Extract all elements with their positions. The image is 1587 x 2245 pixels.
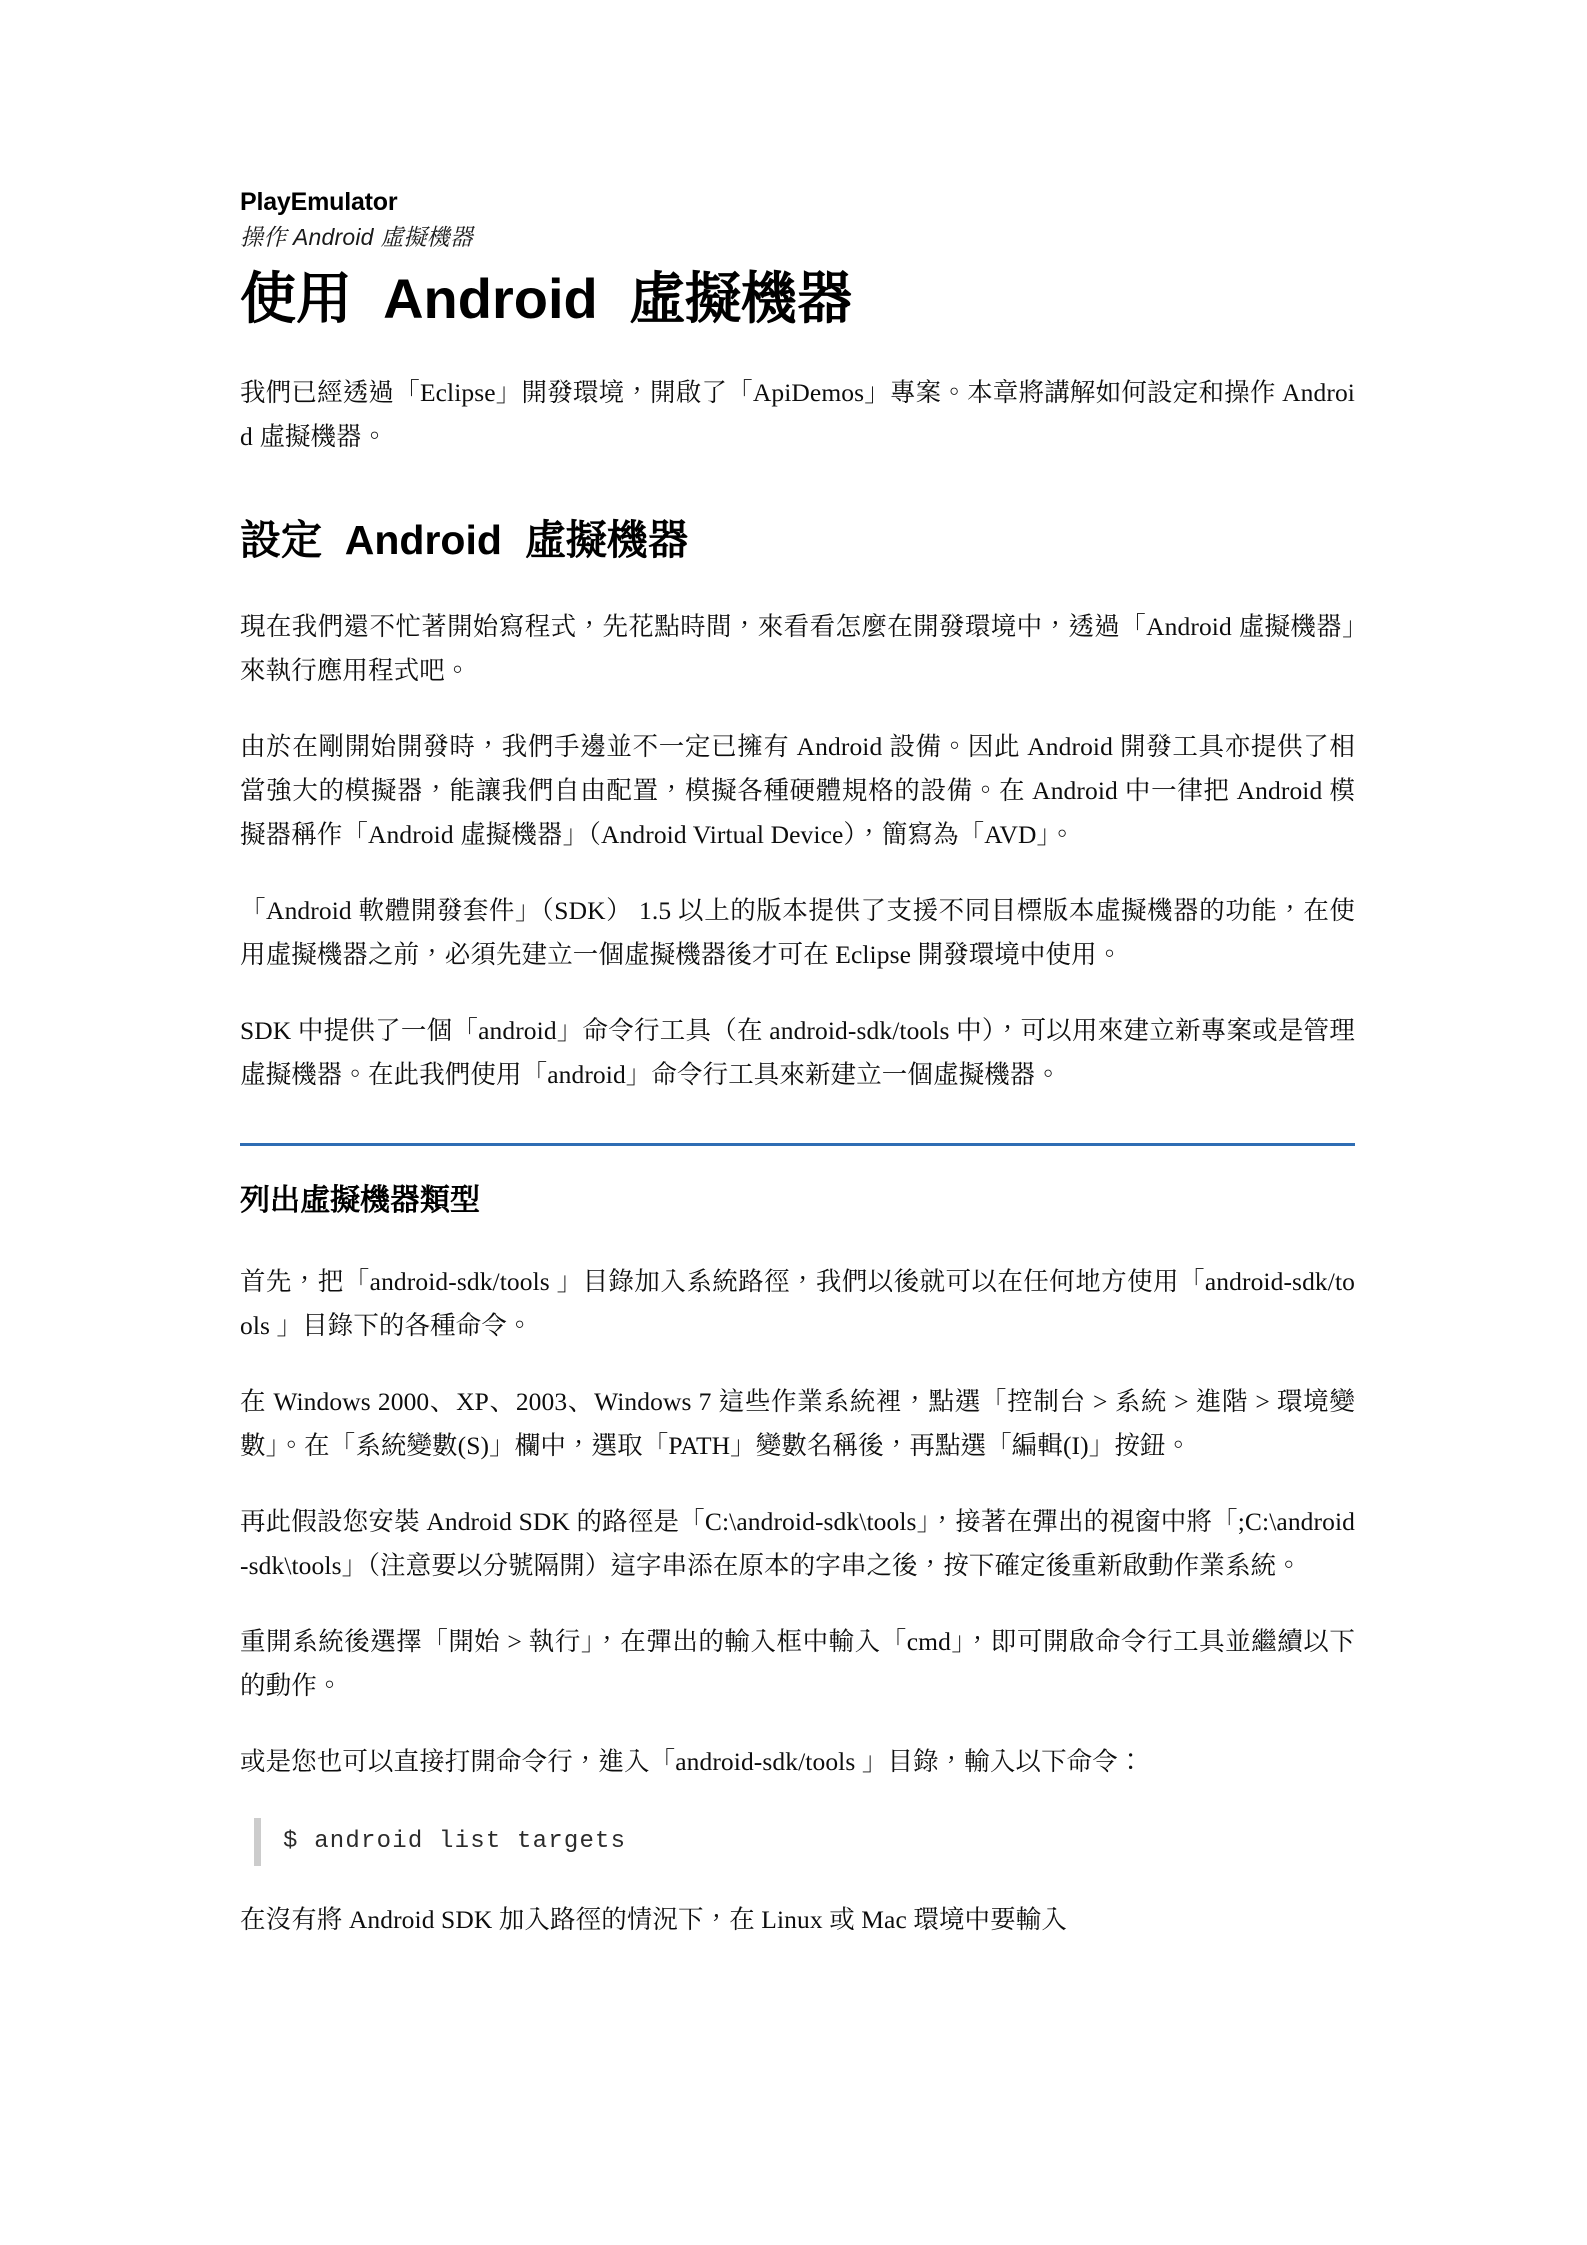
- intro-paragraph: 我們已經透過「Eclipse」開發環境，開啟了「ApiDemos」專案。本章將講解如何設定和操作 Android 虛擬機器。: [240, 378, 1355, 451]
- code-block-text: $ android list targets: [283, 1828, 627, 1855]
- section-heading-list-avd: 列出虛擬機器類型: [240, 1184, 480, 1217]
- paragraph: SDK 中提供了一個「android」命令行工具（在 android-sdk/tools 中），可以用來建立新專案或是管理虛擬機器。在此我們使用「android」命令行工具來新建立一個虛擬機器。: [240, 1016, 1355, 1089]
- paragraph: 由於在剛開始開發時，我們手邊並不一定已擁有 Android 設備。因此 Android 開發工具亦提供了相當強大的模擬器，能讓我們自由配置，模擬各種硬體規格的設備。在 Android 中一律把 Android 模擬器稱作「Android 虛擬機器」（Android Virtual Device），簡寫為「AVD」。: [240, 732, 1355, 849]
- section-divider: [240, 1143, 1355, 1146]
- code-block: [254, 1818, 1355, 1866]
- masthead-subtitle: 操作 Android 虛擬機器: [240, 224, 474, 250]
- document-content: [240, 186, 1355, 1968]
- paragraph: 在 Windows 2000、XP、2003、Windows 7 這些作業系統裡，點選「控制台 > 系統 > 進階 > 環境變數」。在「系統變數(S)」欄中，選取「PATH」變數名稱後，再點選「編輯(I)」按鈕。: [240, 1387, 1355, 1460]
- paragraph: 首先，把「android-sdk/tools 」目錄加入系統路徑，我們以後就可以在任何地方使用「android-sdk/tools 」目錄下的各種命令。: [240, 1267, 1355, 1340]
- paragraph: 或是您也可以直接打開命令行，進入「android-sdk/tools 」目錄，輸入以下命令：: [240, 1747, 1144, 1776]
- paragraph: 「Android 軟體開發套件」（SDK） 1.5 以上的版本提供了支援不同目標版本虛擬機器的功能，在使用虛擬機器之前，必須先建立一個虛擬機器後才可在 Eclipse 開發環境中使用。: [240, 896, 1355, 969]
- masthead-title: PlayEmulator: [240, 188, 398, 216]
- paragraph: 在沒有將 Android SDK 加入路徑的情況下，在 Linux 或 Mac 環境中要輸入: [240, 1905, 1067, 1934]
- paragraph: 再此假設您安裝 Android SDK 的路徑是「C:\android-sdk\tools」，接著在彈出的視窗中將「;C:\android-sdk\tools」（注意要以分號隔開）這字串添在原本的字串之後，按下確定後重新啟動作業系統。: [240, 1507, 1355, 1580]
- paragraph: 重開系統後選擇「開始 > 執行」，在彈出的輸入框中輸入「cmd」，即可開啟命令行工具並繼續以下的動作。: [240, 1627, 1355, 1700]
- page-title: 使用 Android 虛擬機器: [240, 267, 853, 330]
- section-heading-setup: 設定 Android 虛擬機器: [240, 517, 689, 563]
- paragraph: 現在我們還不忙著開始寫程式，先花點時間，來看看怎麼在開發環境中，透過「Android 虛擬機器」來執行應用程式吧。: [240, 612, 1355, 685]
